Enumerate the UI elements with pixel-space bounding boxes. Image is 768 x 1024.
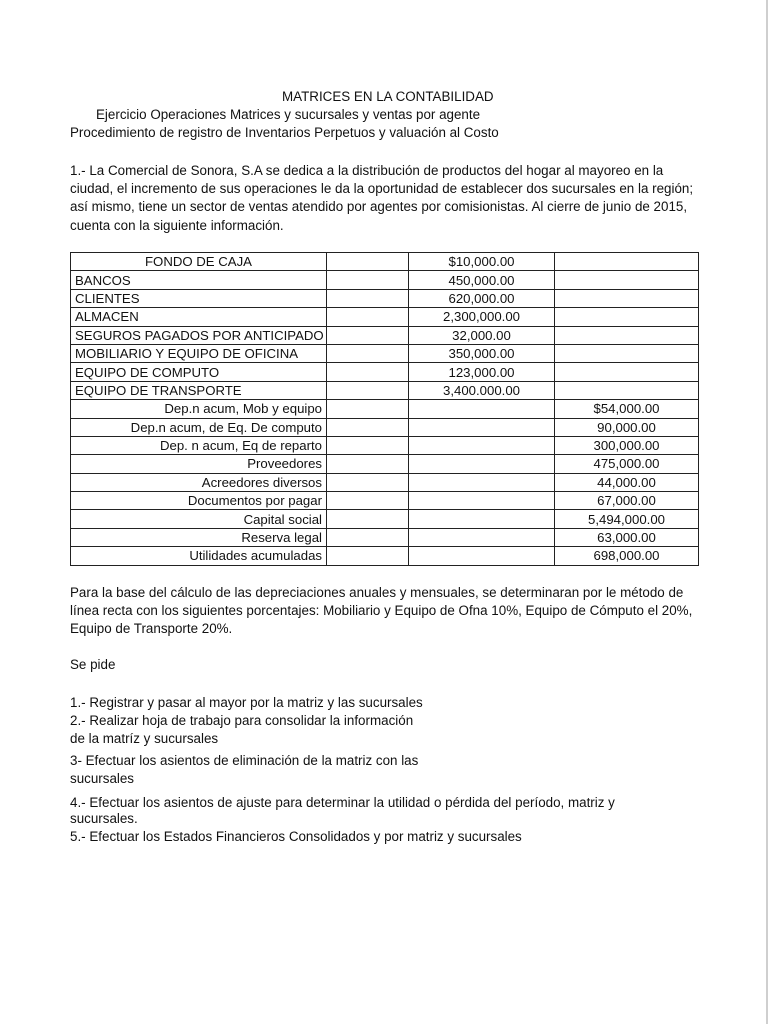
account-name: EQUIPO DE COMPUTO xyxy=(71,363,327,381)
account-name: Dep.n acum, de Eq. De computo xyxy=(71,418,327,436)
table-row xyxy=(71,528,699,546)
empty-cell xyxy=(327,308,409,326)
empty-cell xyxy=(327,381,409,399)
table-row xyxy=(71,363,699,381)
intro-paragraph: 1.- La Comercial de Sonora, S.A se dedica a la distribución de productos del hogar al mayoreo en la ciudad, el incremento de sus operaciones le da la oportunidad de establecer dos sucursales en la región; así mismo, tiene un sector de ventas atendido por agentes por comisionistas. Al cierre de junio de 2015, cuenta con la siguiente información. xyxy=(70,163,694,233)
task-item-continuation: de la matríz y sucursales xyxy=(70,731,219,746)
account-name: Dep. n acum, Eq de reparto xyxy=(71,436,327,454)
table-row xyxy=(71,436,699,454)
table-row xyxy=(71,253,699,271)
account-name: Reserva legal xyxy=(71,528,327,546)
balance-table xyxy=(70,252,699,566)
credit-amount: 90,000.00 xyxy=(555,418,699,436)
table-row xyxy=(71,473,699,491)
task-item: 2.- Realizar hoja de trabajo para consolidar la información xyxy=(70,713,414,728)
debit-amount xyxy=(409,547,555,565)
table-row xyxy=(71,400,699,418)
task-item-continuation: sucursales xyxy=(70,771,135,786)
account-name: Dep.n acum, Mob y equipo xyxy=(71,400,327,418)
debit-amount: 123,000.00 xyxy=(409,363,555,381)
task-item: 1.- Registrar y pasar al mayor por la matriz y las sucursales xyxy=(70,695,423,710)
table-row xyxy=(71,510,699,528)
empty-cell xyxy=(327,455,409,473)
document-title: MATRICES EN LA CONTABILIDAD xyxy=(282,89,494,104)
task-item-continuation: sucursales. xyxy=(70,811,138,826)
account-name: Capital social xyxy=(71,510,327,528)
table-row xyxy=(71,326,699,344)
empty-cell xyxy=(327,418,409,436)
credit-amount: 300,000.00 xyxy=(555,436,699,454)
account-name: Utilidades acumuladas xyxy=(71,547,327,565)
account-name: BANCOS xyxy=(71,271,327,289)
credit-amount: 67,000.00 xyxy=(555,492,699,510)
debit-amount xyxy=(409,492,555,510)
empty-cell xyxy=(327,436,409,454)
task-item: 4.- Efectuar los asientos de ajuste para determinar la utilidad o pérdida del período, matriz y xyxy=(70,795,615,810)
credit-amount xyxy=(555,344,699,362)
table-row xyxy=(71,308,699,326)
account-name: FONDO DE CAJA xyxy=(71,253,327,271)
credit-amount xyxy=(555,271,699,289)
debit-amount: 620,000.00 xyxy=(409,289,555,307)
empty-cell xyxy=(327,253,409,271)
account-name: CLIENTES xyxy=(71,289,327,307)
debit-amount: $10,000.00 xyxy=(409,253,555,271)
credit-amount xyxy=(555,363,699,381)
debit-amount xyxy=(409,510,555,528)
debit-amount: 350,000.00 xyxy=(409,344,555,362)
empty-cell xyxy=(327,363,409,381)
table-row xyxy=(71,547,699,565)
credit-amount: 698,000.00 xyxy=(555,547,699,565)
credit-amount: 63,000.00 xyxy=(555,528,699,546)
credit-amount xyxy=(555,381,699,399)
se-pide-heading: Se pide xyxy=(70,657,116,672)
task-item: 5.- Efectuar los Estados Financieros Consolidados y por matriz y sucursales xyxy=(70,829,522,844)
empty-cell xyxy=(327,492,409,510)
credit-amount: $54,000.00 xyxy=(555,400,699,418)
table-row xyxy=(71,289,699,307)
table-row xyxy=(71,344,699,362)
credit-amount: 5,494,000.00 xyxy=(555,510,699,528)
table-row xyxy=(71,455,699,473)
credit-amount xyxy=(555,326,699,344)
empty-cell xyxy=(327,326,409,344)
credit-amount xyxy=(555,289,699,307)
empty-cell xyxy=(327,344,409,362)
account-name: EQUIPO DE TRANSPORTE xyxy=(71,381,327,399)
table-row xyxy=(71,418,699,436)
account-name: ALMACEN xyxy=(71,308,327,326)
debit-amount xyxy=(409,400,555,418)
table-row xyxy=(71,271,699,289)
credit-amount xyxy=(555,253,699,271)
empty-cell xyxy=(327,547,409,565)
debit-amount: 2,300,000.00 xyxy=(409,308,555,326)
account-name: Acreedores diversos xyxy=(71,473,327,491)
table-row xyxy=(71,492,699,510)
debit-amount: 450,000.00 xyxy=(409,271,555,289)
empty-cell xyxy=(327,528,409,546)
empty-cell xyxy=(327,289,409,307)
credit-amount xyxy=(555,308,699,326)
empty-cell xyxy=(327,400,409,418)
document-subtitle: Ejercicio Operaciones Matrices y sucursales y ventas por agente xyxy=(96,107,481,122)
debit-amount xyxy=(409,473,555,491)
table-row xyxy=(71,381,699,399)
account-name: SEGUROS PAGADOS POR ANTICIPADO xyxy=(71,326,327,344)
depreciation-paragraph: Para la base del cálculo de las depreciaciones anuales y mensuales, se determinaran por le método de línea recta con los siguientes porcentajes: Mobiliario y Equipo de Ofna 10%, Equipo de Cómputo el 20%, Equipo de Transporte 20%. xyxy=(70,585,693,637)
credit-amount: 475,000.00 xyxy=(555,455,699,473)
procedure-heading: Procedimiento de registro de Inventarios Perpetuos y valuación al Costo xyxy=(70,125,499,140)
account-name: Proveedores xyxy=(71,455,327,473)
credit-amount: 44,000.00 xyxy=(555,473,699,491)
empty-cell xyxy=(327,271,409,289)
debit-amount xyxy=(409,528,555,546)
account-name: MOBILIARIO Y EQUIPO DE OFICINA xyxy=(71,344,327,362)
empty-cell xyxy=(327,510,409,528)
empty-cell xyxy=(327,473,409,491)
account-name: Documentos por pagar xyxy=(71,492,327,510)
debit-amount: 32,000.00 xyxy=(409,326,555,344)
debit-amount xyxy=(409,436,555,454)
debit-amount xyxy=(409,455,555,473)
task-item: 3- Efectuar los asientos de eliminación de la matriz con las xyxy=(70,753,419,768)
debit-amount: 3,400.000.00 xyxy=(409,381,555,399)
debit-amount xyxy=(409,418,555,436)
